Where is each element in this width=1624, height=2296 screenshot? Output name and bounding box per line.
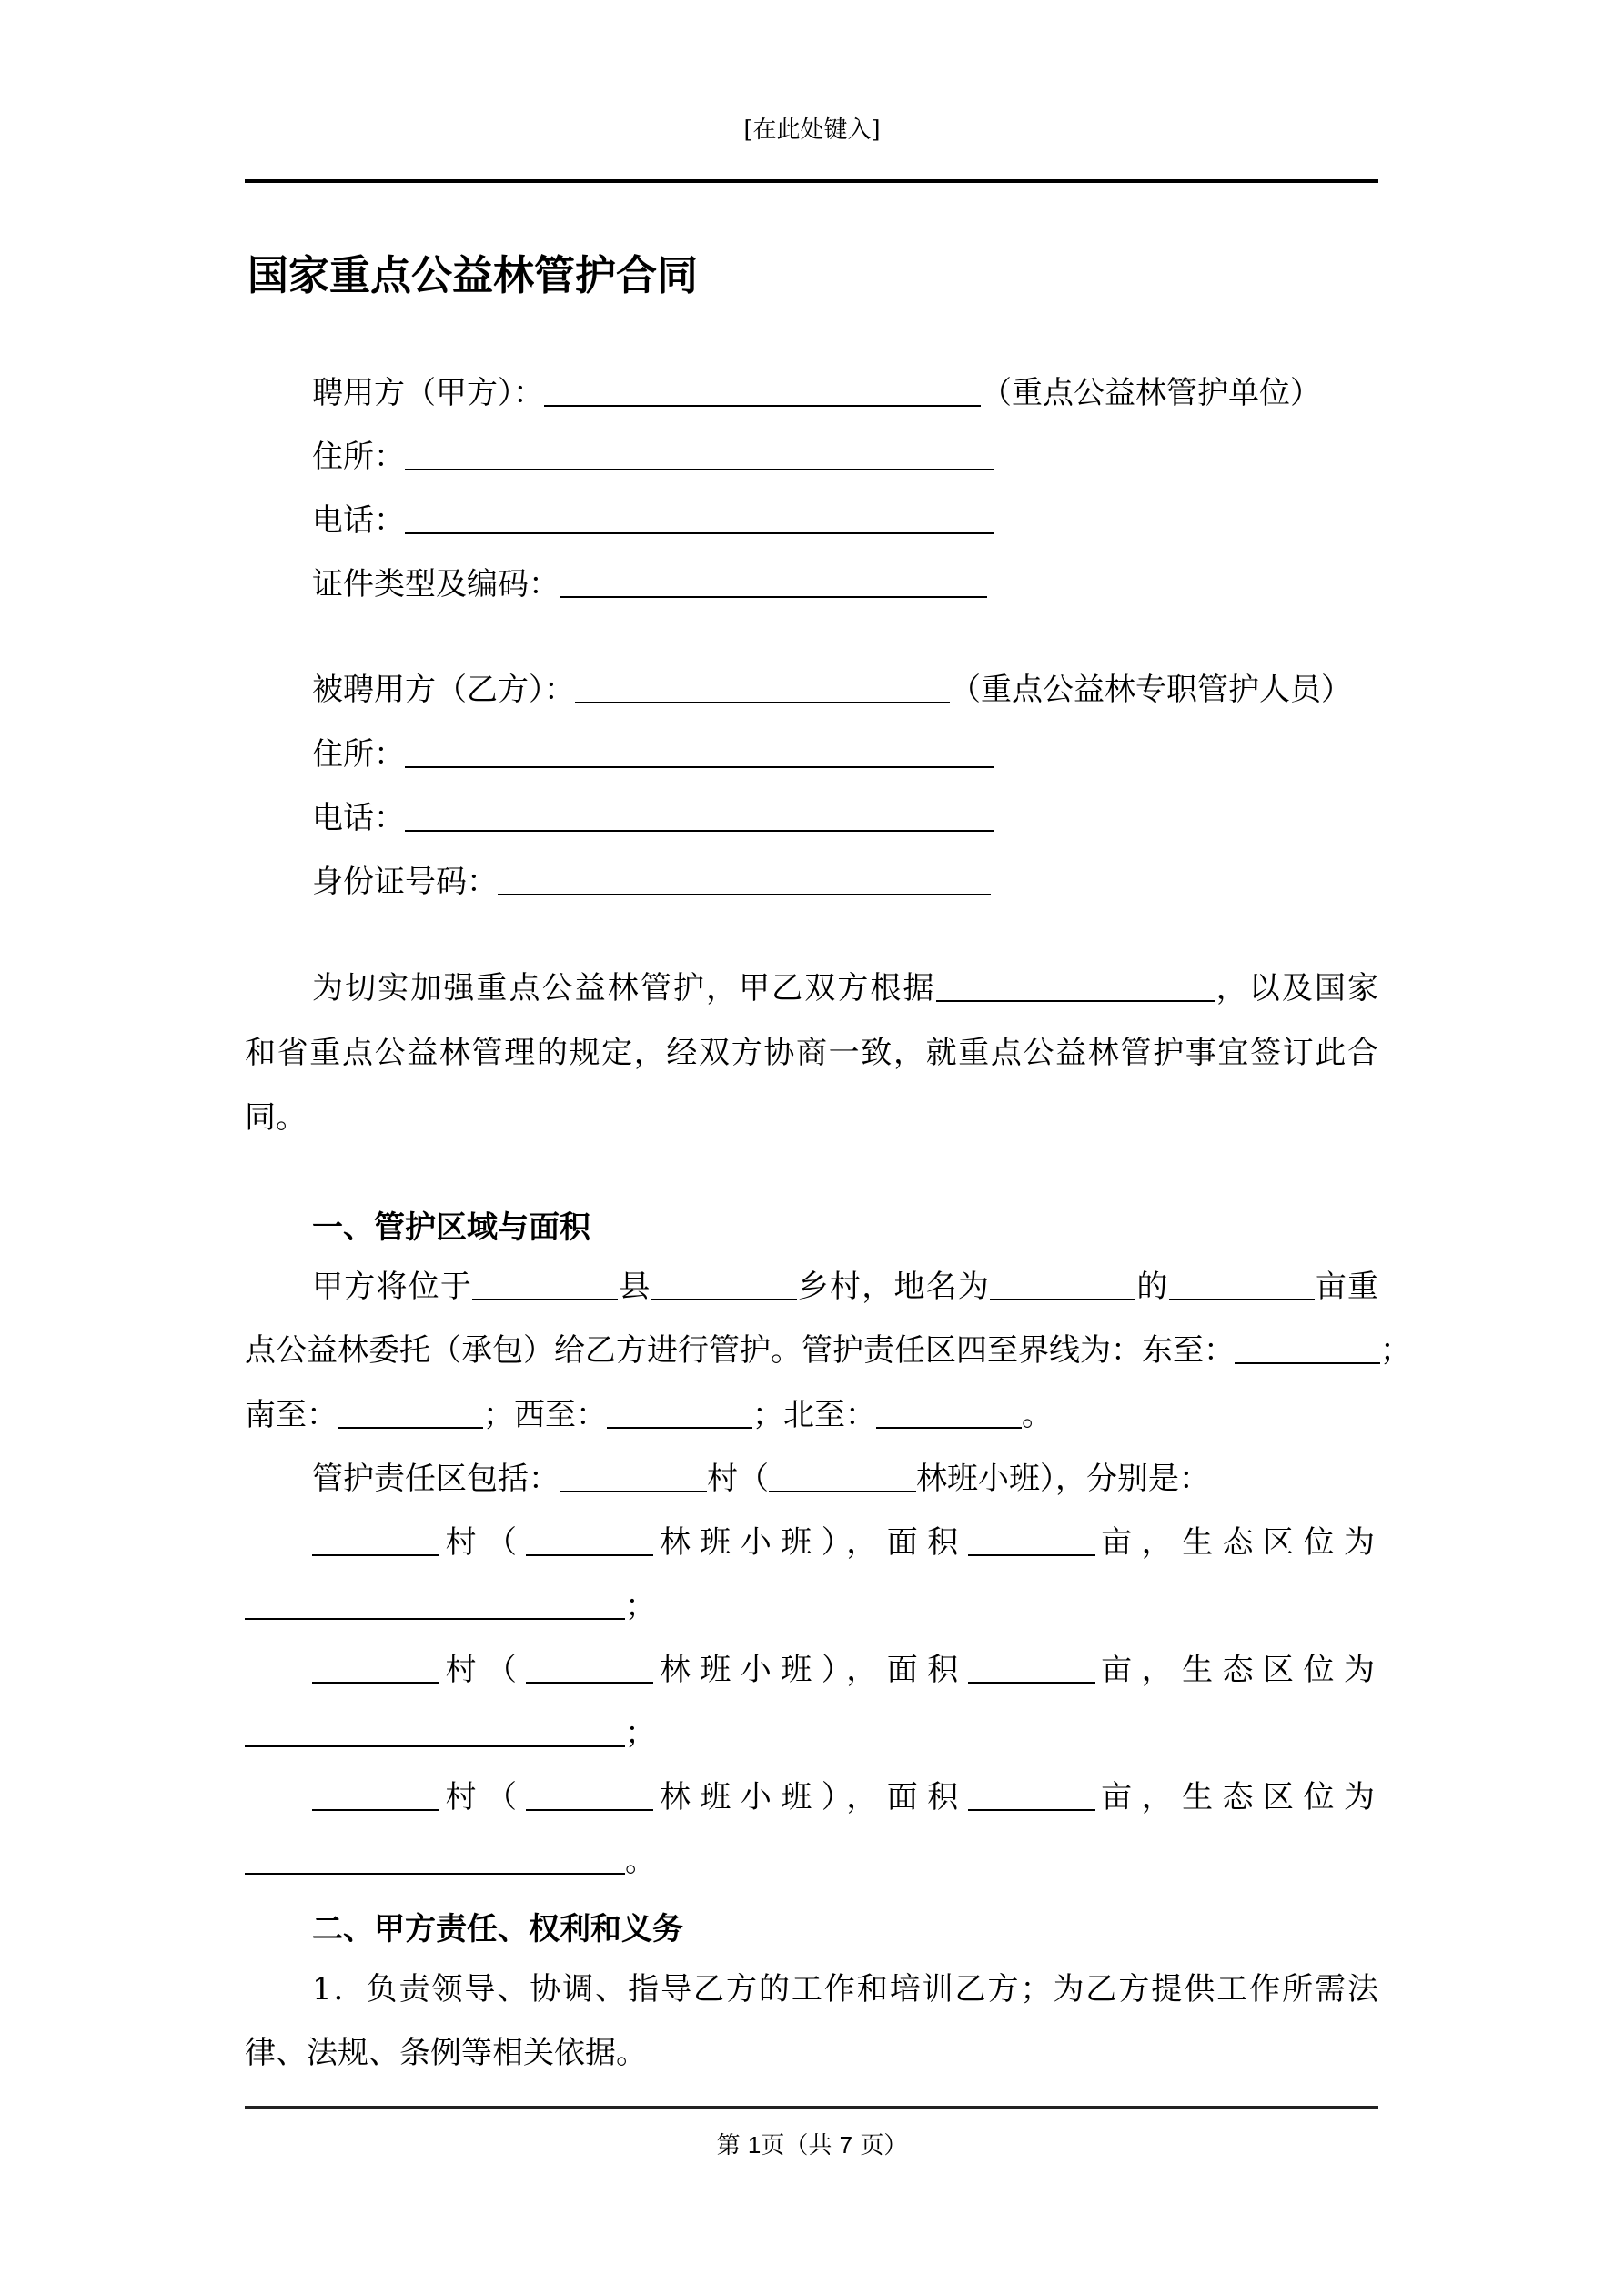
party-b-address-row — [312, 736, 994, 773]
forest-class-field[interactable] — [769, 1463, 916, 1492]
intro-text-b: ，以及国家 — [1214, 970, 1379, 1006]
forest-class-field[interactable] — [526, 1782, 653, 1811]
party-b-id-field[interactable] — [498, 866, 991, 895]
s1-text: ； — [625, 1588, 656, 1624]
s1-text: 林班小班），面积 — [653, 1779, 968, 1816]
s1-text: 南至： — [245, 1397, 338, 1433]
north-boundary-field[interactable] — [876, 1400, 1022, 1429]
party-a-id-label: 证件类型及编码： — [312, 566, 560, 602]
village-row-2 — [312, 1652, 1378, 1688]
area-field[interactable] — [968, 1527, 1095, 1556]
south-boundary-field[interactable] — [338, 1400, 483, 1429]
footer-suffix: 页） — [852, 2132, 908, 2159]
area-mu-field[interactable] — [1169, 1271, 1315, 1300]
village-name-field[interactable] — [312, 1782, 439, 1811]
east-boundary-field[interactable] — [1235, 1335, 1380, 1364]
s1-text: 。 — [1022, 1397, 1053, 1433]
village-row-3-location — [245, 1843, 656, 1879]
s1-text: 林班小班），面积 — [653, 1524, 968, 1561]
area-field[interactable] — [968, 1654, 1095, 1684]
village-row-3 — [312, 1779, 1378, 1816]
s1-text: 管护责任区包括： — [312, 1461, 560, 1497]
village-row-2-location — [245, 1715, 656, 1752]
village-row-1 — [312, 1524, 1378, 1561]
section-1-heading: 一、管护区域与面积 — [312, 1209, 590, 1246]
party-a-note: （重点公益林管护单位） — [981, 375, 1321, 411]
section-1-p2 — [312, 1461, 1210, 1497]
party-b-address-label: 住所： — [312, 736, 405, 773]
forest-class-field[interactable] — [526, 1527, 653, 1556]
s1-text: 乡村，地名为 — [796, 1269, 991, 1305]
s1-text: 亩，生态区位为 — [1094, 1524, 1379, 1561]
county-field[interactable] — [472, 1271, 618, 1300]
village-name-field[interactable] — [312, 1527, 439, 1556]
party-b-phone-field[interactable] — [405, 803, 994, 832]
party-a-name-field[interactable] — [544, 378, 981, 407]
party-a-id-field[interactable] — [560, 569, 987, 598]
total-page-count: 7 — [839, 2131, 853, 2159]
party-b-phone-row — [312, 800, 994, 836]
header-rule — [245, 179, 1378, 183]
party-b-id-row — [312, 864, 991, 900]
section-2-item-1-line-1: 1．负责领导、协调、指导乙方的工作和培训乙方；为乙方提供工作所需法 — [312, 1971, 1378, 2008]
section-2-item-1-line-2: 律、法规、条例等相关依据。 — [245, 2035, 647, 2071]
s1-text: ；西至： — [483, 1397, 607, 1433]
party-b-address-field[interactable] — [405, 739, 994, 768]
s1-text: 县 — [618, 1269, 651, 1305]
party-a-label: 聘用方（甲方）： — [312, 375, 544, 411]
s1-text: ； — [625, 1715, 656, 1752]
footer-prefix: 第 — [716, 2132, 748, 2159]
section-1-p1-line-2 — [245, 1332, 1411, 1369]
footer-rule — [245, 2106, 1378, 2109]
s1-text: 点公益林委托（承包）给乙方进行管护。管护责任区四至界线为：东至： — [245, 1332, 1235, 1369]
village-name-field[interactable] — [312, 1654, 439, 1684]
west-boundary-field[interactable] — [607, 1400, 752, 1429]
current-page-number: 1 — [747, 2131, 762, 2159]
s1-text: 亩，生态区位为 — [1094, 1779, 1379, 1816]
s1-text: 林班小班），分别是： — [916, 1461, 1210, 1497]
s1-text: 村（ — [439, 1524, 527, 1561]
party-a-row — [312, 375, 1321, 411]
s1-text: ； — [1380, 1332, 1411, 1369]
village-count-field[interactable] — [560, 1463, 707, 1492]
party-a-address-field[interactable] — [405, 441, 994, 470]
page-header: [在此处键入] — [743, 116, 881, 144]
intro-line-2: 和省重点公益林管理的规定，经双方协商一致，就重点公益林管护事宜签订此合 — [245, 1035, 1378, 1071]
place-name-field[interactable] — [990, 1271, 1135, 1300]
s1-text: 村（ — [707, 1461, 769, 1497]
forest-class-field[interactable] — [526, 1654, 653, 1684]
eco-location-field[interactable] — [245, 1718, 625, 1747]
s1-text: 。 — [625, 1843, 656, 1879]
s1-text: 林班小班），面积 — [653, 1652, 968, 1688]
s1-text: 亩重 — [1314, 1269, 1379, 1305]
party-a-phone-label: 电话： — [312, 502, 405, 539]
page-footer — [0, 2131, 1624, 2159]
eco-location-field[interactable] — [245, 1591, 625, 1620]
party-b-note: （重点公益林专职管护人员） — [950, 672, 1352, 708]
document-title: 国家重点公益林管护合同 — [247, 251, 699, 299]
section-1-p1-line-3 — [245, 1397, 1053, 1433]
intro-line-1 — [312, 970, 1378, 1006]
s1-text: 亩，生态区位为 — [1094, 1652, 1379, 1688]
footer-mid: 页（共 — [761, 2132, 840, 2159]
party-a-address-label: 住所： — [312, 439, 405, 475]
section-2-heading: 二、甲方责任、权利和义务 — [312, 1911, 683, 1947]
party-a-address-row — [312, 439, 994, 475]
intro-text-a: 为切实加强重点公益林管护，甲乙双方根据 — [312, 970, 936, 1006]
party-a-phone-row — [312, 502, 994, 539]
area-field[interactable] — [968, 1782, 1095, 1811]
section-1-p1-line-1 — [312, 1269, 1378, 1305]
village-row-1-location — [245, 1588, 656, 1624]
party-b-phone-label: 电话： — [312, 800, 405, 836]
party-b-label: 被聘用方（乙方）： — [312, 672, 575, 708]
party-b-id-label: 身份证号码： — [312, 864, 498, 900]
party-a-id-row — [312, 566, 987, 602]
party-a-phone-field[interactable] — [405, 505, 994, 534]
legal-basis-field[interactable] — [936, 973, 1215, 1002]
intro-line-3: 同。 — [245, 1099, 307, 1136]
eco-location-field[interactable] — [245, 1846, 625, 1875]
s1-text: 村（ — [439, 1779, 527, 1816]
party-b-name-field[interactable] — [575, 674, 950, 703]
party-b-row — [312, 672, 1352, 708]
s1-text: 甲方将位于 — [312, 1269, 473, 1305]
s1-text: 村（ — [439, 1652, 527, 1688]
s1-text: ；北至： — [752, 1397, 876, 1433]
s1-text: 的 — [1135, 1269, 1169, 1305]
township-field[interactable] — [651, 1271, 797, 1300]
